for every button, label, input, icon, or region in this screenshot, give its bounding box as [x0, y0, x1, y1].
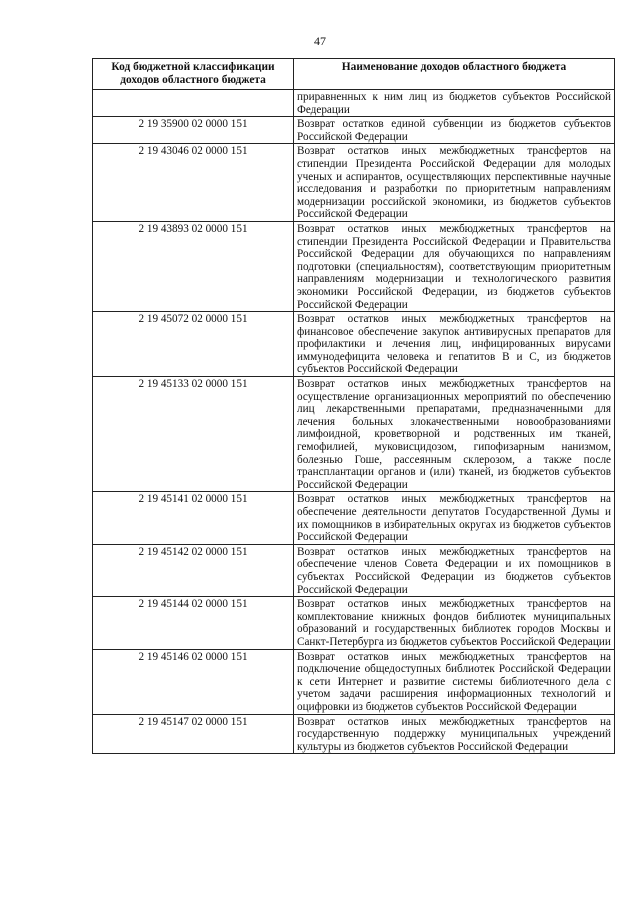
revenue-name-cell: Возврат остатков иных межбюджетных трансфертов на финансовое обеспечение закупок антивирусных препаратов для профилактики и лечения лиц, инфицированных вирусами иммунодефицита человека и гепатитов B и C, из бюджетов субъектов Российской Федерации [294, 312, 615, 377]
table-row [93, 492, 615, 544]
table-row [93, 144, 615, 222]
budget-code-cell: 2 19 43046 02 0000 151 [93, 144, 294, 222]
budget-code-cell: 2 19 45141 02 0000 151 [93, 492, 294, 544]
header-revenue-name: Наименование доходов областного бюджета [294, 59, 615, 90]
budget-code-cell: 2 19 45147 02 0000 151 [93, 714, 294, 754]
budget-code-cell: 2 19 43893 02 0000 151 [93, 221, 294, 311]
revenue-name-cell: Возврат остатков иных межбюджетных трансфертов на осуществление организационных мероприятий по обеспечению лиц лекарственными препаратами, предназначенными для лечения больных злокачественными новообразованиями лимфоидной, кроветворной и родственных им тканей, гемофилией, муковисцидозом, гипофизарным нанизмом, болезнью Гоше, рассеянным склерозом, а также после трансплантации органов и (или) тканей, из бюджетов субъектов Российской Федерации [294, 377, 615, 492]
table-row [93, 597, 615, 649]
revenue-name-cell: Возврат остатков иных межбюджетных трансфертов на стипендии Президента Российской Федерации и Правительства Российской Федерации для обучающихся по направлениям подготовки (специальностям), соответствующим приоритетным направлениям модернизации и технологического развития экономики Российской Федерации, из бюджетов субъектов Российской Федерации [294, 221, 615, 311]
budget-code-cell: 2 19 45133 02 0000 151 [93, 377, 294, 492]
revenue-name-cell: Возврат остатков иных межбюджетных трансфертов на комплектование книжных фондов библиотек муниципальных образований и государственных библиотек городов Москвы и Санкт-Петербурга из бюджетов субъектов Российской Федерации [294, 597, 615, 649]
header-budget-code: Код бюджетной классификации доходов областного бюджета [93, 59, 294, 90]
table-header-row [93, 59, 615, 90]
table-row [93, 544, 615, 596]
page-number: 47 [314, 34, 326, 48]
revenue-name-cell: Возврат остатков иных межбюджетных трансфертов на обеспечение членов Совета Федерации и их помощников в субъектах Российской Федерации из бюджетов субъектов Российской Федерации [294, 544, 615, 596]
budget-code-cell: 2 19 45072 02 0000 151 [93, 312, 294, 377]
revenue-name-cell: Возврат остатков иных межбюджетных трансфертов на обеспечение деятельности депутатов Государственной Думы и их помощников в избирательных округах из бюджетов субъектов Российской Федерации [294, 492, 615, 544]
table-row [93, 377, 615, 492]
revenue-name-cell: Возврат остатков иных межбюджетных трансфертов на государственную поддержку муниципальных учреждений культуры из бюджетов субъектов Российской Федерации [294, 714, 615, 754]
revenue-name-cell: Возврат остатков иных межбюджетных трансфертов на подключение общедоступных библиотек Российской Федерации к сети Интернет и развитие системы библиотечного дела с учетом задачи расширения информационных технологий и оцифровки из бюджетов субъектов Российской Федерации [294, 649, 615, 714]
table-row [93, 117, 615, 144]
budget-code-cell [93, 90, 294, 117]
budget-code-cell: 2 19 45142 02 0000 151 [93, 544, 294, 596]
table-row [93, 221, 615, 311]
table-row [93, 90, 615, 117]
revenue-name-cell: приравненных к ним лиц из бюджетов субъектов Российской Федерации [294, 90, 615, 117]
revenue-name-cell: Возврат остатков иных межбюджетных трансфертов на стипендии Президента Российской Федерации для молодых ученых и аспирантов, осуществляющих перспективные научные исследования и разработки по приоритетным направлениям модернизации российской экономики, из бюджетов субъектов Российской Федерации [294, 144, 615, 222]
budget-code-cell: 2 19 45144 02 0000 151 [93, 597, 294, 649]
table-row [93, 714, 615, 754]
table-row [93, 649, 615, 714]
budget-code-cell: 2 19 35900 02 0000 151 [93, 117, 294, 144]
budget-code-cell: 2 19 45146 02 0000 151 [93, 649, 294, 714]
table-row [93, 312, 615, 377]
budget-classification-table [92, 58, 615, 754]
revenue-name-cell: Возврат остатков единой субвенции из бюджетов субъектов Российской Федерации [294, 117, 615, 144]
